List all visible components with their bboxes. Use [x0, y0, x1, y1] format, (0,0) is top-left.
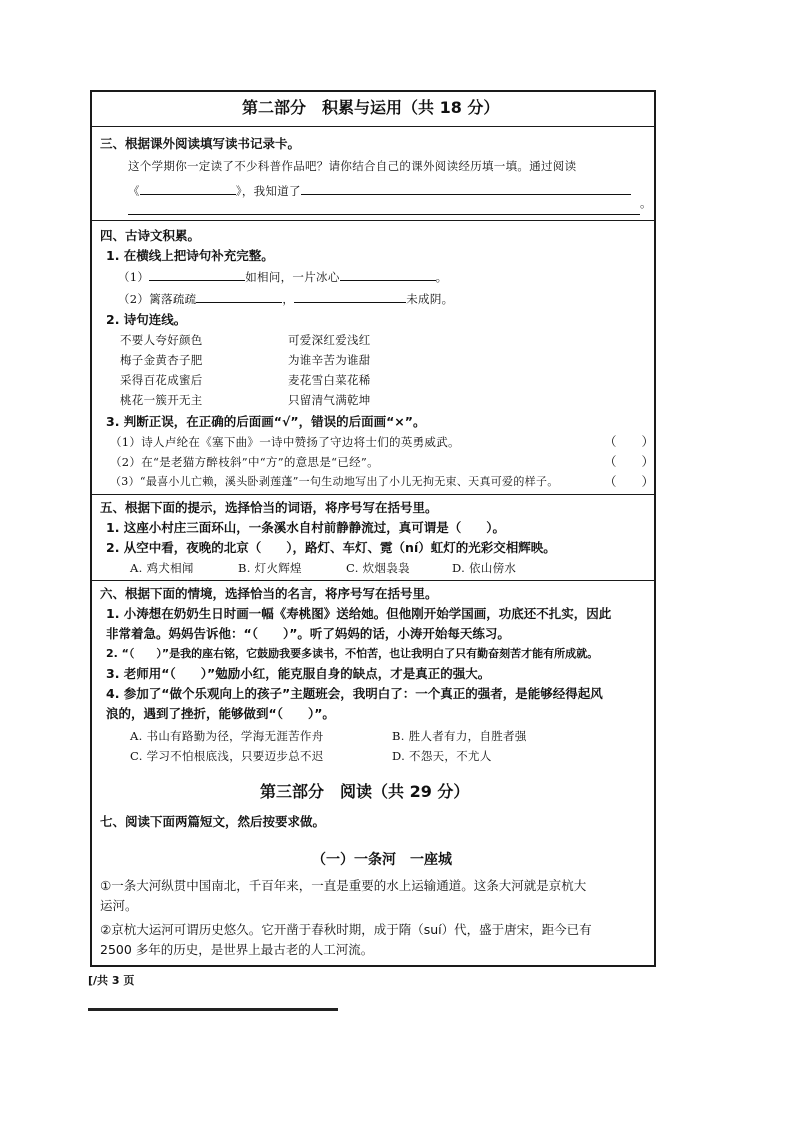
match-left-3[interactable]: 采得百花成蜜后	[120, 373, 203, 387]
q6-option-c[interactable]: C. 学习不怕根底浅，只要迈步总不迟	[130, 749, 324, 763]
judge-item-3: （3）“最喜小儿亡赖，溪头卧剥莲蓬”一句生动地写出了小儿无拘无束、天真可爱的样子。	[110, 475, 559, 488]
q3-know-label: 》，我知道了	[235, 184, 301, 198]
q4-heading: 四、古诗文积累。	[100, 228, 201, 243]
q4-fill-2-comma: ，	[282, 292, 295, 306]
judge-bracket-1[interactable]: （ ）	[604, 434, 655, 449]
part2-title: 第二部分 积累与运用（共 18 分）	[242, 98, 500, 117]
passage-p2b: 2500 多年的历史，是世界上最古老的人工河流。	[100, 942, 374, 957]
passage-p2a: ②京杭大运河可谓历史悠久。它开凿于春秋时期，成于隋（suí）代，盛于唐宋，距今已有	[100, 922, 592, 937]
q5-option-c[interactable]: C. 炊烟袅袅	[346, 561, 410, 575]
q5-item-2: 2. 从空中看，夜晚的北京（ ），路灯、车灯、霓（ní）虹灯的光彩交相辉映。	[106, 540, 556, 555]
q4-fill-1-blank-b[interactable]	[340, 268, 436, 281]
q3-book-open: 《	[128, 184, 140, 198]
q3-continue-blank[interactable]	[128, 202, 640, 215]
match-right-4[interactable]: 只留清气满乾坤	[288, 393, 371, 407]
match-right-3[interactable]: 麦花雪白菜花稀	[288, 373, 371, 387]
part3-title: 第三部分 阅读（共 29 分）	[260, 782, 470, 801]
q6-option-d[interactable]: D. 不怨天，不尤人	[392, 749, 492, 763]
q5-item-1: 1. 这座小村庄三面环山，一条溪水自村前静静流过，真可谓是（ ）。	[106, 520, 506, 535]
q6-item-4a: 4. 参加了“做个乐观向上的孩子”主题班会，我明白了：一个真正的强者，是能够经得起风	[106, 686, 603, 701]
q3-heading: 三、根据课外阅读填写读书记录卡。	[100, 136, 301, 151]
judge-bracket-2[interactable]: （ ）	[604, 454, 655, 469]
q6-option-b[interactable]: B. 胜人者有力，自胜者强	[392, 729, 527, 743]
divider	[92, 580, 654, 581]
divider	[92, 220, 654, 221]
q4-sub2: 2. 诗句连线。	[106, 312, 187, 327]
q4-fill-2-blank-a[interactable]	[196, 290, 282, 303]
q6-item-2: 2. “（ ）”是我的座右铭，它鼓励我要多读书，不怕苦，也让我明白了只有勤奋刻苦才能有所成就。	[106, 647, 599, 660]
q4-sub3: 3. 判断正误，在正确的后面画“√”，错误的后面画“×”。	[106, 414, 426, 429]
divider	[92, 126, 654, 127]
q6-item-1b: 非常着急。妈妈告诉他：“（ ）”。听了妈妈的话，小涛开始每天练习。	[106, 626, 510, 641]
divider	[92, 494, 654, 495]
q4-fill-2-blank-b[interactable]	[294, 290, 406, 303]
q4-fill-1-text: 如相问，一片冰心	[245, 270, 340, 284]
q3-period: 。	[640, 196, 652, 210]
q3-know-blank[interactable]	[301, 182, 631, 195]
q4-fill-2-end: 未成阴。	[406, 292, 454, 306]
match-right-1[interactable]: 可爱深红爱浅红	[288, 333, 371, 347]
q6-item-4b: 浪的，遇到了挫折，能够做到“（ ）”。	[106, 706, 335, 721]
match-left-2[interactable]: 梅子金黄杏子肥	[120, 353, 203, 367]
exam-page-frame	[90, 90, 656, 967]
q4-fill-2-text: （2）篱落疏疏	[118, 292, 197, 306]
passage-title: （一）一条河 一座城	[312, 852, 452, 868]
q3-instruction: 这个学期你一定读了不少科普作品吧？请你结合自己的课外阅读经历填一填。通过阅读	[128, 159, 577, 173]
match-left-1[interactable]: 不要人夸好颜色	[120, 333, 203, 347]
passage-p1b: 运河。	[100, 898, 138, 913]
judge-bracket-3[interactable]: （ ）	[604, 474, 655, 489]
q4-fill-1-end: 。	[435, 270, 448, 284]
q6-item-1a: 1. 小涛想在奶奶生日时画一幅《寿桃图》送给她。但他刚开始学国画，功底还不扎实，因此	[106, 606, 612, 621]
q5-option-d[interactable]: D. 依山傍水	[452, 561, 517, 575]
q4-sub1: 1. 在横线上把诗句补充完整。	[106, 248, 274, 263]
q6-item-3: 3. 老师用“（ ）”勉励小红，能克服自身的缺点，才是真正的强大。	[106, 666, 491, 681]
q4-fill-2	[118, 290, 453, 307]
bottom-scan-bar	[88, 1008, 338, 1011]
q4-fill-1-num: （1）	[118, 270, 150, 284]
match-right-2[interactable]: 为谁辛苦为谁甜	[288, 353, 371, 367]
q6-option-a[interactable]: A. 书山有路勤为径，学海无涯苦作舟	[130, 729, 324, 743]
passage-p1a: ①一条大河纵贯中国南北，千百年来，一直是重要的水上运输通道。这条大河就是京杭大	[100, 878, 587, 893]
q4-fill-1	[118, 268, 447, 285]
page-number: [/共 3 页	[88, 974, 135, 987]
q5-heading: 五、根据下面的提示，选择恰当的词语，将序号写在括号里。	[100, 500, 438, 515]
match-left-4[interactable]: 桃花一簇开无主	[120, 393, 203, 407]
judge-item-2: （2）在“是老猫方醉枝斜”中“方”的意思是“已经”。	[110, 455, 379, 469]
q6-heading: 六、根据下面的情境，选择恰当的名言，将序号写在括号里。	[100, 586, 438, 601]
q7-heading: 七、阅读下面两篇短文，然后按要求做。	[100, 814, 326, 829]
q3-book-blank[interactable]	[140, 182, 236, 195]
q5-option-a[interactable]: A. 鸡犬相闻	[130, 561, 194, 575]
q5-option-b[interactable]: B. 灯火辉煌	[238, 561, 302, 575]
judge-item-1: （1）诗人卢纶在《塞下曲》一诗中赞扬了守边将士们的英勇威武。	[110, 435, 460, 449]
q3-fill-line	[128, 182, 631, 199]
q4-fill-1-blank-a[interactable]	[149, 268, 245, 281]
